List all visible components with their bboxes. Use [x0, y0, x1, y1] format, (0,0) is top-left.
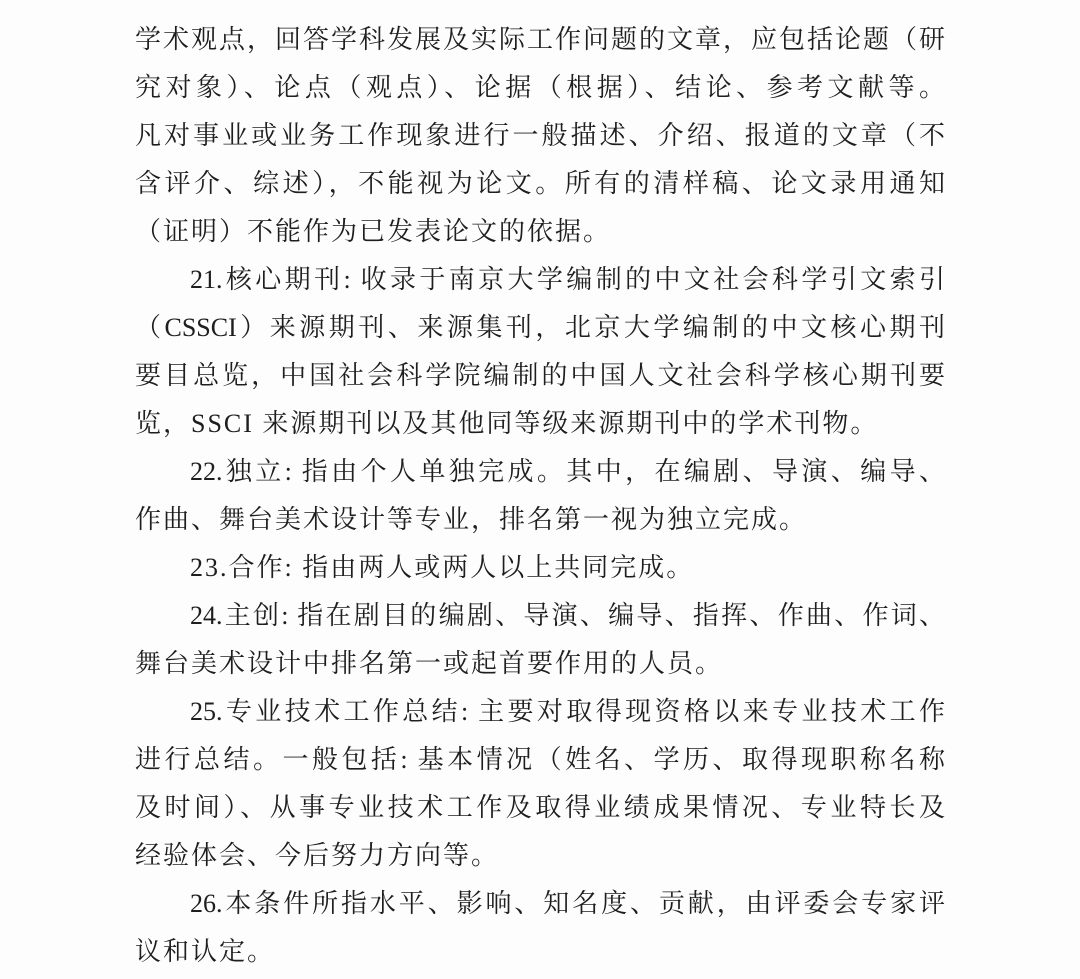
document-line: 及时间）、从事专业技术工作及取得业绩成果情况、专业特长及 [135, 793, 945, 822]
document-line: 议和认定。 [135, 937, 276, 966]
document-line: 凡对事业或业务工作现象进行一般描述、介绍、报道的文章（不 [135, 121, 945, 150]
document-line: 经验体会、今后努力方向等。 [135, 841, 500, 870]
document-line-item-22: 22.独立: 指由个人单独完成。其中，在编剧、导演、编导、 [190, 457, 945, 486]
document-line-item-21: 21.核心期刊: 收录于南京大学编制的中文社会科学引文索引 [190, 265, 945, 294]
document-line: 进行总结。一般包括: 基本情况（姓名、学历、取得现职称名称 [135, 745, 945, 774]
document-line: 要目总览，中国社会科学院编制的中国人文社会科学核心期刊要 [135, 361, 945, 390]
document-line-item-25: 25.专业技术工作总结: 主要对取得现资格以来专业技术工作 [190, 697, 945, 726]
document-line-item-26: 26.本条件所指水平、影响、知名度、贡献，由评委会专家评 [190, 889, 945, 918]
document-line-item-24: 24.主创: 指在剧目的编剧、导演、编导、指挥、作曲、作词、 [190, 601, 945, 630]
document-line-item-23: 23.合作: 指由两人或两人以上共同完成。 [190, 553, 695, 582]
document-line: 学术观点，回答学科发展及实际工作问题的文章，应包括论题（研 [135, 25, 945, 54]
document-line: 究对象）、论点（观点）、论据（根据）、结论、参考文献等。 [135, 73, 945, 102]
document-line: 览，SSCI 来源期刊以及其他同等级来源期刊中的学术刊物。 [135, 409, 879, 438]
document-line: 作曲、舞台美术设计等专业，排名第一视为独立完成。 [135, 505, 808, 534]
document-line: （证明）不能作为已发表论文的依据。 [135, 217, 612, 246]
document-line: 舞台美术设计中排名第一或起首要作用的人员。 [135, 649, 724, 678]
document-line: 含评介、综述），不能视为论文。所有的清样稿、论文录用通知 [135, 169, 945, 198]
document-line: （CSSCI）来源期刊、来源集刊，北京大学编制的中文核心期刊 [135, 313, 945, 342]
